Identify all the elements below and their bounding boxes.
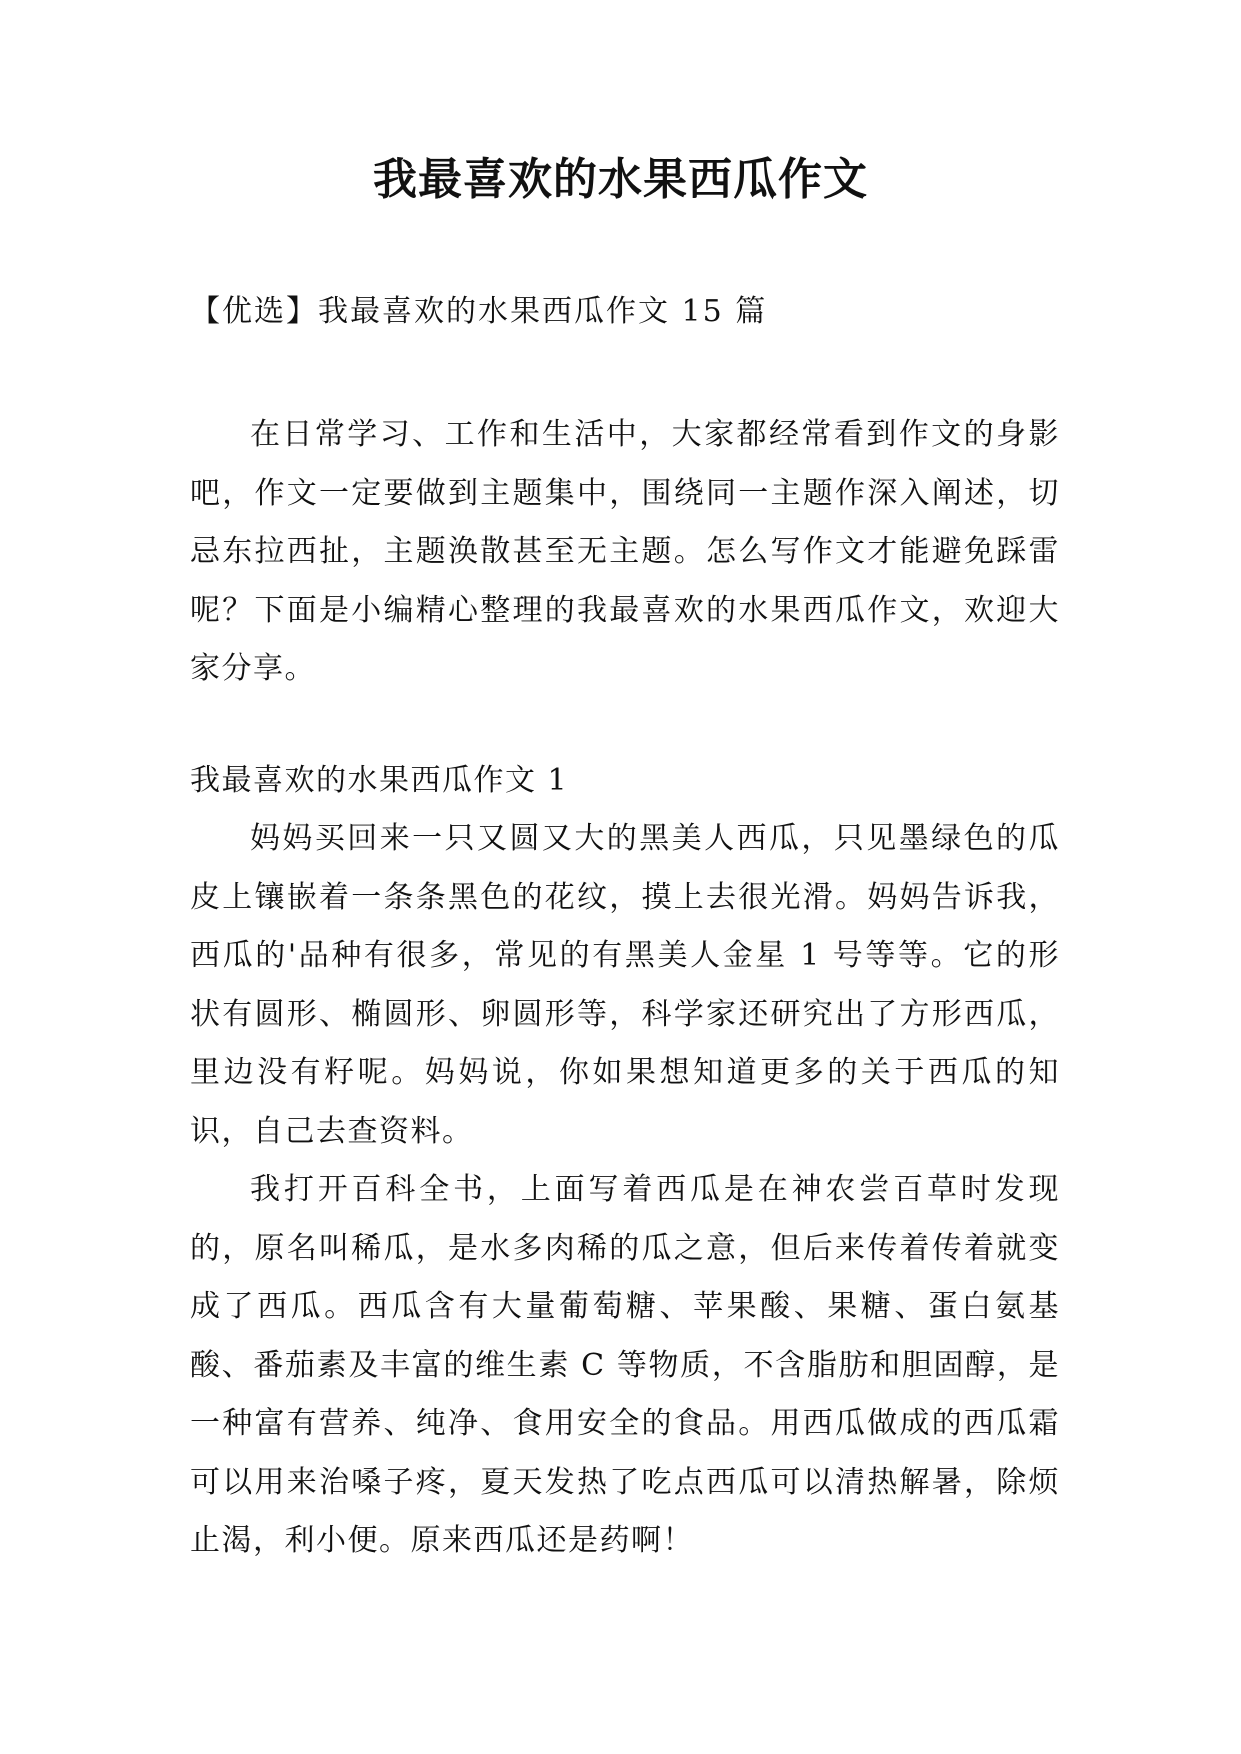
intro-section: [190, 406, 1060, 699]
essay-body: [190, 810, 1060, 1571]
document-title: 我最喜欢的水果西瓜作文: [373, 154, 868, 205]
intro-paragraph: 在日常学习、工作和生活中，大家都经常看到作文的身影吧，作文一定要做到主题集中，围绕同一主题作深入阐述，切忌东拉西扯，主题涣散甚至无主题。怎么写作文才能避免踩雷呢？下面是小编精心整理的我最喜欢的水果西瓜作文，欢迎大家分享。: [190, 417, 1060, 686]
body-paragraph: 妈妈买回来一只又圆又大的黑美人西瓜，只见墨绿色的瓜皮上镶嵌着一条条黑色的花纹，摸上去很光滑。妈妈告诉我，西瓜的'品种有很多，常见的有黑美人金星 1 号等等。它的形状有圆形、椭圆形、卵圆形等，科学家还研究出了方形西瓜，里边没有籽呢。妈妈说，你如果想知道更多的关于西瓜的知识，自己去查资料。: [190, 821, 1060, 1149]
body-paragraph: 我打开百科全书，上面写着西瓜是在神农尝百草时发现的，原名叫稀瓜，是水多肉稀的瓜之意，但后来传着传着就变成了西瓜。西瓜含有大量葡萄糖、苹果酸、果糖、蛋白氨基酸、番茄素及丰富的维生素 C 等物质，不含脂肪和胆固醇，是一种富有营养、纯净、食用安全的食品。用西瓜做成的西瓜霜可以用来治嗓子疼，夏天发热了吃点西瓜可以清热解暑，除烦止渴，利小便。原来西瓜还是药啊！: [190, 1172, 1060, 1558]
document-subtitle: 【优选】我最喜欢的水果西瓜作文 15 篇: [190, 294, 768, 329]
section-heading: 我最喜欢的水果西瓜作文 1: [190, 763, 569, 798]
